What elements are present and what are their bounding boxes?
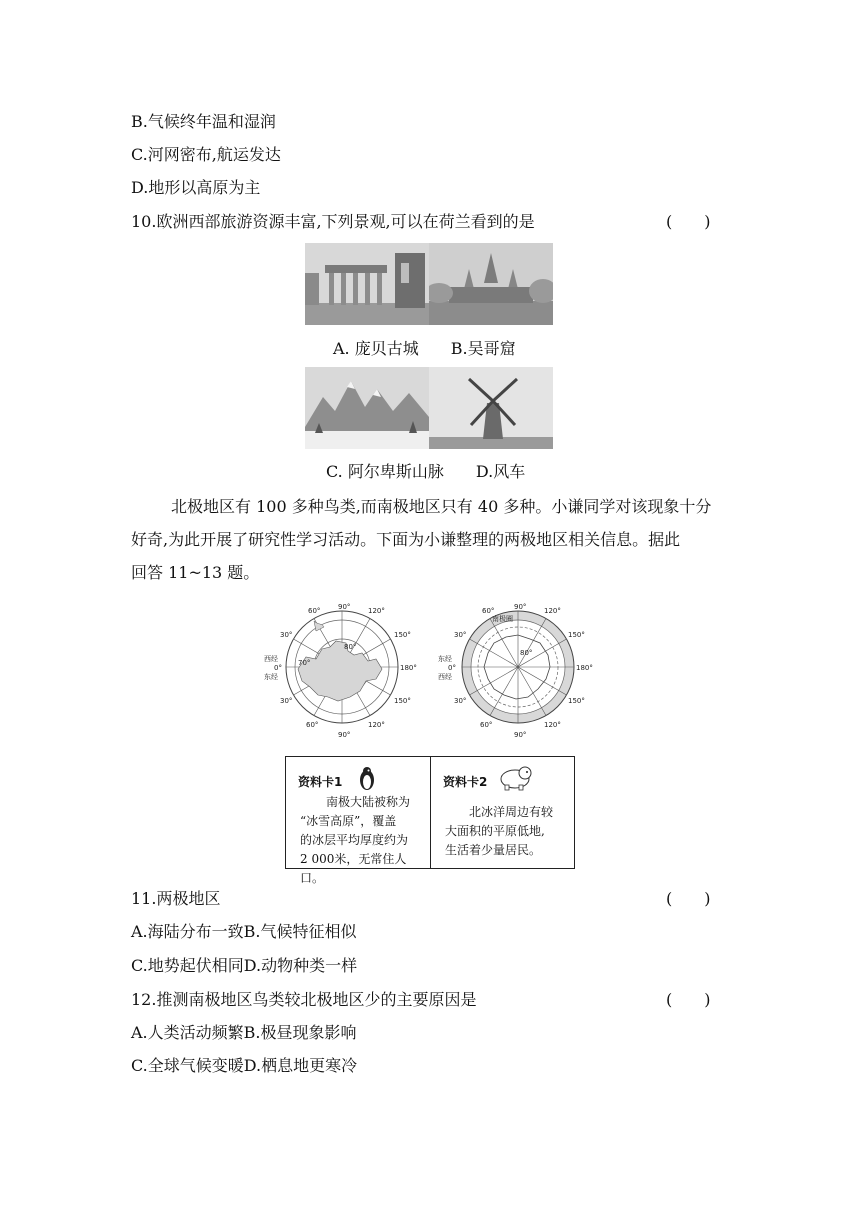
polar-bear-icon: [497, 763, 533, 791]
photo-pompeii: [305, 243, 429, 325]
passage-line-2: 好奇,为此开展了研究性学习活动。下面为小谦整理的两极地区相关信息。据此: [131, 530, 681, 549]
north-polar-map: [258, 597, 428, 739]
info-card-2-line-2: 大面积的平原低地,: [445, 824, 545, 838]
penguin-icon: [356, 765, 378, 791]
south-label-east: 东经: [438, 655, 452, 663]
north-label-30b: 30°: [280, 697, 293, 705]
q11-options-cd: C.地势起伏相同D.动物种类一样: [131, 956, 358, 975]
south-label-antarctic-circle: 南极圈: [492, 615, 513, 623]
north-label-west: 西经: [264, 655, 278, 663]
south-label-bottom: 90°: [514, 731, 527, 739]
north-label-30: 30°: [280, 631, 293, 639]
q11-answer-paren: ( ): [666, 889, 711, 908]
south-label-60b: 60°: [480, 721, 493, 729]
caption-options-ab: A. 庞贝古城 B.吴哥窟: [333, 339, 516, 358]
passage: [131, 490, 731, 589]
south-label-30b: 30°: [454, 697, 467, 705]
south-label-top: 90°: [514, 603, 527, 611]
south-label-120: 120°: [544, 607, 561, 615]
info-card-1-line-2: “冰雪高原”，覆盖: [300, 814, 397, 828]
info-card-2-line-1: 北冰洋周边有较: [469, 805, 554, 819]
q12-answer-paren: ( ): [666, 990, 711, 1009]
info-card-1-line-3: 的冰层平均厚度约为: [300, 833, 409, 847]
north-label-top: 90°: [338, 603, 351, 611]
north-label-60: 60°: [308, 607, 321, 615]
info-card-1-line-4: 2 000米，无常住人口。: [300, 852, 407, 885]
south-label-120b: 120°: [544, 721, 561, 729]
info-card-2-line-3: 生活着少量居民。: [445, 843, 542, 857]
south-label-180: 180°: [576, 664, 593, 672]
q11-stem: 11.两极地区: [131, 889, 221, 908]
passage-line-1: 北极地区有 100 多种鸟类,而南极地区只有 40 多种。小谦同学对该现象十分: [171, 497, 712, 516]
south-label-0: 0°: [448, 664, 456, 672]
q10-answer-paren: ( ): [666, 212, 711, 231]
q10-stem: 10.欧洲西部旅游资源丰富,下列景观,可以在荷兰看到的是: [131, 212, 535, 231]
caption-options-cd: C. 阿尔卑斯山脉 D.风车: [326, 462, 526, 481]
south-label-60: 60°: [482, 607, 495, 615]
north-label-bottom: 90°: [338, 731, 351, 739]
info-card-1-line-1: 南极大陆被称为: [326, 795, 411, 809]
photo-alps: [305, 367, 429, 449]
south-label-150: 150°: [568, 631, 585, 639]
south-label-west: 西经: [438, 673, 452, 681]
south-label-150b: 150°: [568, 697, 585, 705]
info-card-2: [431, 757, 576, 868]
north-label-east: 东经: [264, 673, 278, 681]
q12-options-ab: A.人类活动频繁B.极昼现象影响: [131, 1023, 357, 1042]
south-polar-map: [432, 597, 602, 739]
q9-option-b: B.气候终年温和湿润: [131, 112, 276, 131]
north-label-60b: 60°: [306, 721, 319, 729]
passage-line-3: 回答 11~13 题。: [131, 563, 260, 582]
q12-options-cd: C.全球气候变暖D.栖息地更寒冷: [131, 1056, 358, 1075]
info-card-1: [286, 757, 431, 885]
q11-options-ab: A.海陆分布一致B.气候特征相似: [131, 922, 357, 941]
info-cards: [285, 756, 575, 885]
south-label-80: 80°: [520, 649, 533, 657]
north-label-80: 80°: [344, 643, 357, 651]
south-label-30: 30°: [454, 631, 467, 639]
north-label-150: 150°: [394, 631, 411, 639]
q9-option-d: D.地形以高原为主: [131, 178, 261, 197]
north-label-120: 120°: [368, 607, 385, 615]
north-label-0: 0°: [274, 664, 282, 672]
north-label-120b: 120°: [368, 721, 385, 729]
north-label-70: 70°: [298, 659, 311, 667]
info-card-1-title: 资料卡1: [298, 775, 343, 789]
info-card-2-title: 资料卡2: [443, 775, 488, 789]
north-label-180: 180°: [400, 664, 417, 672]
q9-option-c: C.河网密布,航运发达: [131, 145, 281, 164]
q12-stem: 12.推测南极地区鸟类较北极地区少的主要原因是: [131, 990, 477, 1009]
photo-angkor-wat: [429, 243, 553, 325]
photo-windmill: [429, 367, 553, 449]
north-label-150b: 150°: [394, 697, 411, 705]
